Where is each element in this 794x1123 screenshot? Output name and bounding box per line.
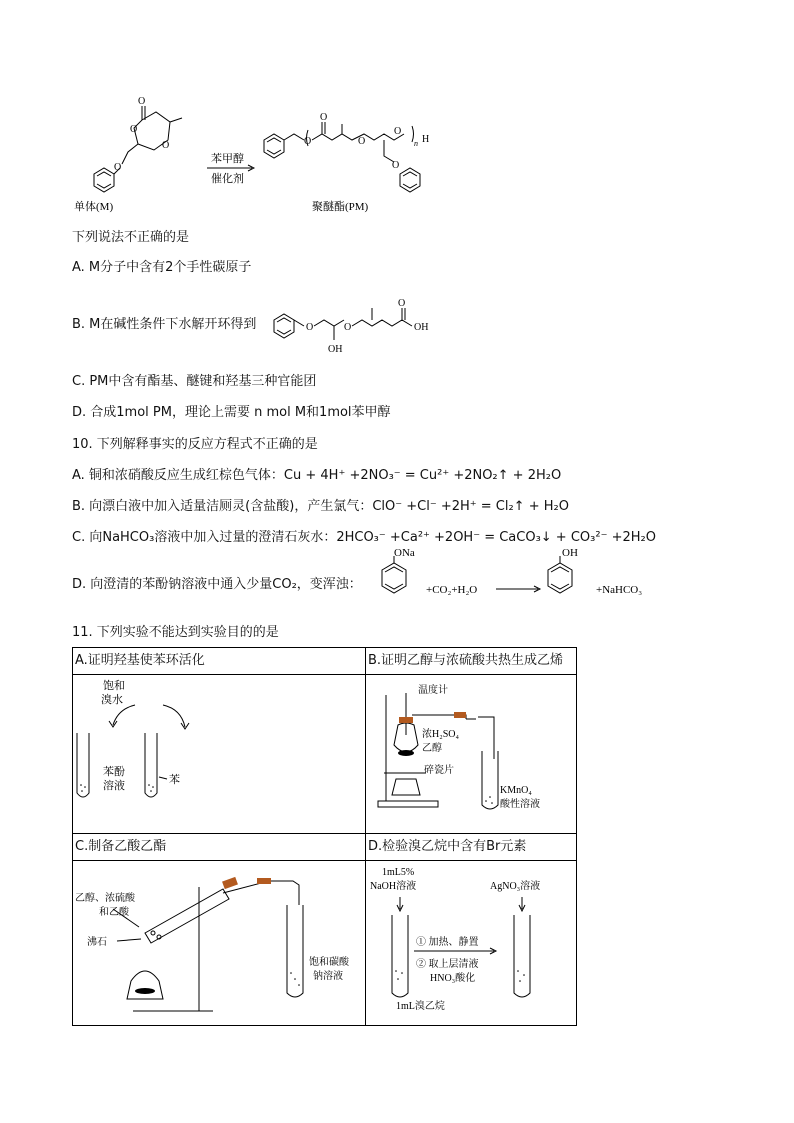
- monomer-label: 单体(M): [74, 201, 114, 213]
- q10-option-b: B. 向漂白液中加入适量洁厕灵(含盐酸)，产生氯气：ClO⁻ +Cl⁻ +2H⁺ = Cl₂↑ + H₂O: [72, 499, 569, 514]
- q9-option-c: C. PM中含有酯基、醚键和羟基三种官能团: [72, 374, 317, 389]
- reaction-scheme: [72, 90, 472, 220]
- q10-option-c: C. 向NaHCO₃溶液中加入过量的澄清石灰水：2HCO₃⁻ +Ca²⁺ +2OH⁻ = CaCO₃↓ + CO₃²⁻ +2H₂O: [72, 530, 656, 545]
- q11-d-agno3-label: AgNO₃溶液: [490, 881, 541, 892]
- q9-option-b: B. M在碱性条件下水解开环得到: [72, 317, 257, 332]
- q11-a-phenol-label-2: 溶液: [103, 780, 125, 792]
- q10-option-a: A. 铜和浓硝酸反应生成红棕色气体：Cu + 4H⁺ +2NO₃⁻ = Cu²⁺ +2NO₂↑ + 2H₂O: [72, 468, 562, 483]
- q11-a-diagram-cell: [73, 675, 366, 834]
- q11-a-phenol-label-1: 苯酚: [103, 766, 125, 778]
- polymer-end-label: H: [422, 134, 430, 145]
- q11-c-reagents-label-1: 乙醇、浓硫酸: [75, 893, 135, 904]
- q11-a-bromine-label-2: 溴水: [101, 694, 123, 706]
- q11-d-naoh-label-1: 1mL5%: [382, 867, 415, 878]
- q9-b-o: O: [344, 322, 352, 333]
- q11-b-chips-label: 碎瓷片: [424, 765, 454, 776]
- polymer-n-label: n: [414, 139, 418, 148]
- q11-b-diagram-cell: [366, 675, 577, 834]
- svg-text:O: O: [114, 162, 122, 173]
- q11-c-sat-label-1: 饱和碳酸: [309, 957, 349, 968]
- q11-stem: 11. 下列实验不能达到实验目的的是: [72, 625, 279, 640]
- q10-option-d: D. 向澄清的苯酚钠溶液中通入少量CO₂，变浑浊：: [72, 577, 362, 592]
- q11-c-diagram: [73, 861, 363, 1021]
- q11-b-ethanol-label: 乙醇: [422, 743, 442, 754]
- svg-text:O: O: [306, 322, 314, 333]
- svg-text:O: O: [394, 126, 402, 137]
- svg-text:O: O: [392, 160, 400, 171]
- q11-b-thermometer-label: 温度计: [418, 685, 448, 696]
- q11-d-step1-label: ① 加热、静置: [416, 937, 479, 948]
- q11-c-diagram-cell: [73, 861, 366, 1026]
- q10-d-end: +NaHCO₃: [596, 584, 643, 596]
- q11-c-reagents-label-2: 和乙酸: [99, 907, 129, 918]
- q10-d-mid: +CO₂+H₂O: [426, 584, 478, 596]
- q11-a-benzene-label: 苯: [169, 774, 180, 786]
- q10-d-ona: ONa: [394, 548, 415, 559]
- q10-d-equation: [372, 548, 672, 612]
- q11-d-naoh-label-2: NaOH溶液: [370, 881, 417, 892]
- q9-b-oh-right: OH: [414, 322, 429, 333]
- svg-text:O: O: [398, 298, 406, 309]
- q9-b-oh-bottom: OH: [328, 344, 343, 355]
- q11-d-step3-label: HNO₃酸化: [430, 973, 476, 984]
- svg-text:O: O: [130, 124, 138, 135]
- q11-d-step2-label: ② 取上层清液: [416, 959, 479, 970]
- q9-stem: 下列说法不正确的是: [72, 230, 190, 245]
- q11-experiment-table: [72, 647, 577, 1026]
- svg-text:O: O: [304, 136, 312, 147]
- q9-b-structure: [268, 296, 438, 362]
- q11-b-acid-label: 浓H₂SO₄: [422, 729, 459, 740]
- q11-d-title: D.检验溴乙烷中含有Br元素: [366, 834, 577, 861]
- q11-b-kmno4-label-2: 酸性溶液: [500, 799, 540, 810]
- reagent-top: 苯甲醇: [211, 153, 244, 165]
- q11-c-sat-label-2: 钠溶液: [313, 971, 343, 982]
- q10-d-oh: OH: [562, 548, 578, 559]
- q11-a-title: A.证明羟基使苯环活化: [73, 648, 366, 675]
- q11-b-diagram: [366, 675, 574, 829]
- q11-d-diagram-cell: [366, 861, 577, 1026]
- q11-c-title: C.制备乙酸乙酯: [73, 834, 366, 861]
- q11-d-diagram: [366, 861, 574, 1021]
- q9-option-d: D. 合成1mol PM，理论上需要 n mol M和1mol苯甲醇: [72, 405, 391, 420]
- q11-a-bromine-label-1: 饱和: [103, 680, 125, 692]
- q11-b-title: B.证明乙醇与浓硫酸共热生成乙烯: [366, 648, 577, 675]
- svg-text:O: O: [320, 112, 328, 123]
- q11-c-stone-label: 沸石: [87, 937, 107, 948]
- q11-d-etbr-label: 1mL溴乙烷: [396, 1001, 445, 1012]
- reagent-bottom: 催化剂: [211, 173, 244, 185]
- svg-text:O: O: [358, 136, 366, 147]
- svg-text:O: O: [162, 140, 170, 151]
- q11-b-kmno4-label-1: KMnO₄: [500, 785, 532, 796]
- q10-stem: 10. 下列解释事实的反应方程式不正确的是: [72, 437, 318, 452]
- svg-text:O: O: [138, 96, 146, 107]
- q9-option-a: A. M分子中含有2个手性碳原子: [72, 260, 252, 275]
- q11-a-diagram: [73, 675, 363, 829]
- polymer-label: 聚醚酯(PM): [312, 201, 369, 213]
